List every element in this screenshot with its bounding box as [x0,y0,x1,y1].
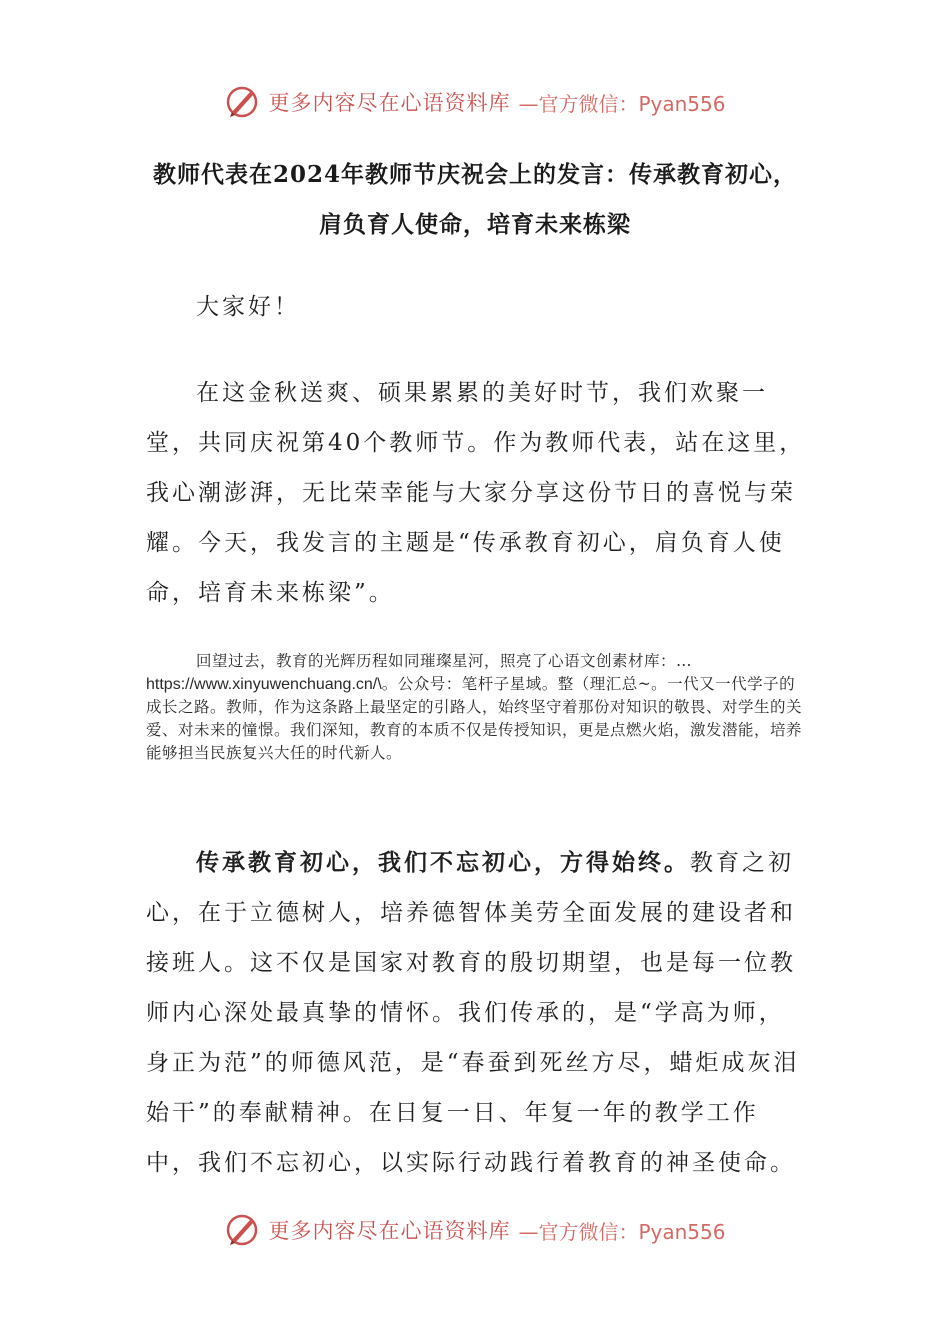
paragraph-3-bold-lead: 传承教育初心，我们不忘初心，方得始终。 [196,849,690,876]
header-banner-suffix: —官方微信：Pyan556 [518,91,726,116]
paragraph-1-text: 在这金秋送爽、硕果累累的美好时节，我们欢聚一堂，共同庆祝第40个教师节。作为教师代表，站在这里，我心潮澎湃，无比荣幸能与大家分享这份节日的喜悦与荣耀。今天，我发言的主题是“传承教育初心，肩负育人使命，培育未来栋梁”。 [146,380,806,606]
footer-banner-text: 更多内容尽在心语资料库 [268,1219,511,1243]
paragraph-3-text: 教育之初心，在于立德树人，培养德智体美劳全面发展的建设者和接班人。这不仅是国家对教育的殷切期望，也是每一位教师内心深处最真挚的情怀。我们传承的，是“学高为师，身正为范”的师德风范，是“春蚕到死丝方尽，蜡炬成灰泪始干”的奉献精神。在日复一日、年复一年的教学工作中，我们不忘初心，以实际行动践行着教育的神圣使命。 [146,850,800,1176]
source-url-link[interactable]: https://www.xinyuwenchuang.cn/\ [146,676,382,693]
paragraph-3 [146,838,806,1188]
paragraph-2-rest: 。公众号：笔杆子星域。整（理汇总~。一代又一代学子的成长之路。教师，作为这条路上最坚定的引路人，始终坚守着那份对知识的敬畏、对学生的关爱、对未来的憧憬。我们深知，教育的本质不仅是传授知识，更是点燃火焰，激发潜能，培养能够担当民族复兴大任的时代新人。 [146,675,803,762]
pen-logo-icon [224,84,260,120]
footer-banner [0,1210,950,1250]
paragraph-2-lead: 回望过去，教育的光辉历程如同璀璨星河，照亮了心语文创素材库：… [196,652,693,670]
paragraph-1 [146,368,806,618]
pen-logo-icon [224,1212,260,1248]
header-banner [0,82,950,122]
title-line-2: 肩负育人使命，培育未来栋梁 [319,211,631,238]
header-banner-text: 更多内容尽在心语资料库 [268,91,511,115]
title-line-1: 教师代表在2024年教师节庆祝会上的发言：传承教育初心， [152,161,797,188]
paragraph-2 [146,650,806,765]
footer-banner-suffix: —官方微信：Pyan556 [518,1219,726,1244]
greeting: 大家好！ [196,294,300,320]
